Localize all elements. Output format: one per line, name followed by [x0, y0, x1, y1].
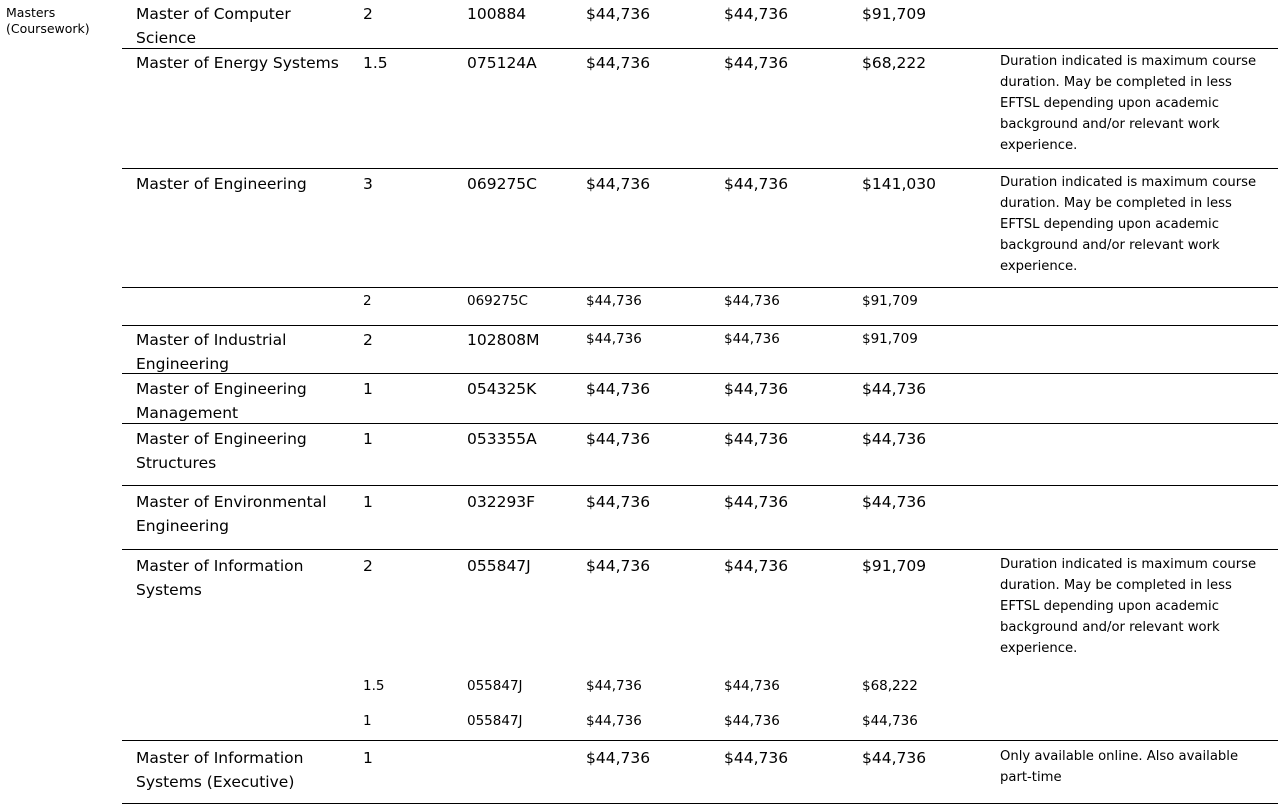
annual-fee-cell: $44,736 — [586, 5, 651, 23]
duration-cell: 1.5 — [363, 678, 385, 694]
duration-cell: 1 — [363, 380, 373, 398]
row-divider — [122, 168, 1278, 169]
cricos-code-cell: 032293F — [467, 493, 536, 511]
fee-cell: $44,736 — [724, 293, 780, 309]
cricos-code-cell: 100884 — [467, 5, 527, 23]
fee-cell: $44,736 — [724, 175, 789, 193]
row-divider — [122, 287, 1278, 288]
fee-cell: $44,736 — [724, 430, 789, 448]
cricos-code-cell: 075124A — [467, 54, 537, 72]
total-fee-cell: $44,736 — [862, 430, 927, 448]
cricos-code-cell: 054325K — [467, 380, 537, 398]
total-fee-cell: $141,030 — [862, 175, 936, 193]
note-cell: Duration indicated is maximum course duration. May be completed in less EFTSL depending upon academic background and/or relevant work experience. — [1000, 175, 1257, 274]
annual-fee-cell: $44,736 — [586, 331, 642, 347]
annual-fee-cell: $44,736 — [586, 713, 642, 729]
total-fee-cell: $91,709 — [862, 557, 927, 575]
cricos-code-cell: 053355A — [467, 430, 537, 448]
duration-cell: 2 — [363, 331, 373, 349]
duration-cell: 1 — [363, 493, 373, 511]
annual-fee-cell: $44,736 — [586, 678, 642, 694]
annual-fee-cell: $44,736 — [586, 430, 651, 448]
fee-cell: $44,736 — [724, 54, 789, 72]
total-fee-cell: $91,709 — [862, 5, 927, 23]
duration-cell: 2 — [363, 293, 372, 309]
total-fee-cell: $44,736 — [862, 713, 918, 729]
course-name: Master of Engineering Structures — [136, 430, 307, 472]
note-cell: Duration indicated is maximum course duration. May be completed in less EFTSL depending upon academic background and/or relevant work experience. — [1000, 557, 1257, 656]
total-fee-cell: $68,222 — [862, 678, 918, 694]
fee-cell: $44,736 — [724, 380, 789, 398]
cricos-code-cell: 102808M — [467, 331, 540, 349]
row-divider — [122, 485, 1278, 486]
row-divider — [122, 740, 1278, 741]
course-name: Master of Engineering — [136, 175, 307, 193]
total-fee-cell: $44,736 — [862, 493, 927, 511]
course-name: Master of Computer Science — [136, 5, 291, 47]
course-name: Master of Engineering Management — [136, 380, 307, 422]
cricos-code-cell: 055847J — [467, 557, 531, 575]
cricos-code-cell: 069275C — [467, 175, 537, 193]
duration-cell: 1 — [363, 713, 372, 729]
duration-cell: 1.5 — [363, 54, 388, 72]
fee-cell: $44,736 — [724, 331, 780, 347]
row-divider — [122, 549, 1278, 550]
cricos-code-cell: 055847J — [467, 713, 523, 729]
fee-cell: $44,736 — [724, 749, 789, 767]
annual-fee-cell: $44,736 — [586, 557, 651, 575]
total-fee-cell: $44,736 — [862, 380, 927, 398]
annual-fee-cell: $44,736 — [586, 380, 651, 398]
total-fee-cell: $91,709 — [862, 331, 918, 347]
annual-fee-cell: $44,736 — [586, 493, 651, 511]
fee-cell: $44,736 — [724, 493, 789, 511]
fee-cell: $44,736 — [724, 5, 789, 23]
note-cell: Duration indicated is maximum course duration. May be completed in less EFTSL depending upon academic background and/or relevant work experience. — [1000, 54, 1257, 153]
annual-fee-cell: $44,736 — [586, 293, 642, 309]
total-fee-cell: $44,736 — [862, 749, 927, 767]
course-name: Master of Information Systems — [136, 557, 304, 599]
total-fee-cell: $91,709 — [862, 293, 918, 309]
annual-fee-cell: $44,736 — [586, 749, 651, 767]
category-label: Masters (Coursework) — [6, 5, 90, 36]
annual-fee-cell: $44,736 — [586, 54, 651, 72]
duration-cell: 3 — [363, 175, 373, 193]
total-fee-cell: $68,222 — [862, 54, 927, 72]
fee-cell: $44,736 — [724, 557, 789, 575]
course-name: Master of Environmental Engineering — [136, 493, 327, 535]
course-name: Master of Information Systems (Executive) — [136, 749, 304, 791]
row-divider — [122, 325, 1278, 326]
fee-cell: $44,736 — [724, 678, 780, 694]
duration-cell: 1 — [363, 430, 373, 448]
duration-cell: 1 — [363, 749, 373, 767]
annual-fee-cell: $44,736 — [586, 175, 651, 193]
course-name: Master of Energy Systems — [136, 54, 339, 72]
fee-cell: $44,736 — [724, 713, 780, 729]
row-divider — [122, 803, 1278, 804]
cricos-code-cell: 055847J — [467, 678, 523, 694]
note-cell: Only available online. Also available part-time — [1000, 749, 1239, 785]
cricos-code-cell: 069275C — [467, 293, 528, 309]
course-name: Master of Industrial Engineering — [136, 331, 287, 373]
duration-cell: 2 — [363, 557, 373, 575]
duration-cell: 2 — [363, 5, 373, 23]
